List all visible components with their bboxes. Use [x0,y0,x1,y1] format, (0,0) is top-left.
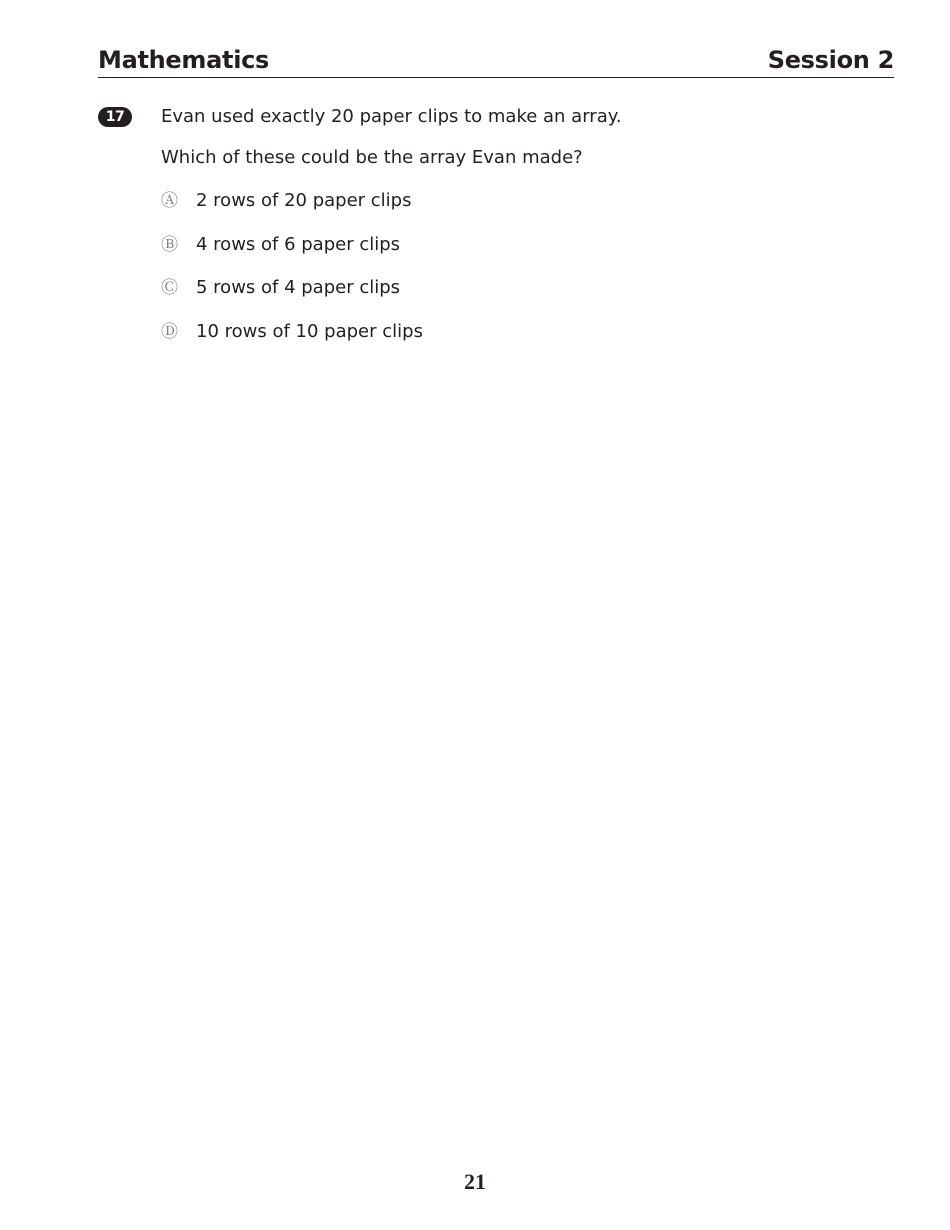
page-header [98,44,894,78]
question-prompt: Which of these could be the array Evan made? [161,147,583,168]
page-number: 21 [464,1169,486,1194]
answer-option-d[interactable] [161,319,423,363]
option-b-text: 4 rows of 6 paper clips [196,233,401,255]
option-d-bubble[interactable]: Ⓓ [161,321,178,342]
session-label: Session 2 [767,46,894,74]
option-a-bubble[interactable]: Ⓐ [161,191,178,211]
answer-option-c[interactable] [161,275,423,319]
option-d-text: 10 rows of 10 paper clips [196,320,423,342]
answer-option-b[interactable] [161,232,423,276]
answer-option-a[interactable] [161,188,423,232]
question-stem: Evan used exactly 20 paper clips to make an array. [161,106,622,127]
answer-options [161,188,423,362]
question-number-badge: 17 [98,107,132,127]
subject-title: Mathematics [98,46,270,74]
option-a-text: 2 rows of 20 paper clips [196,190,412,211]
option-b-bubble[interactable]: Ⓑ [161,234,178,255]
option-c-text: 5 rows of 4 paper clips [196,277,401,298]
option-c-bubble[interactable]: Ⓒ [161,278,178,298]
